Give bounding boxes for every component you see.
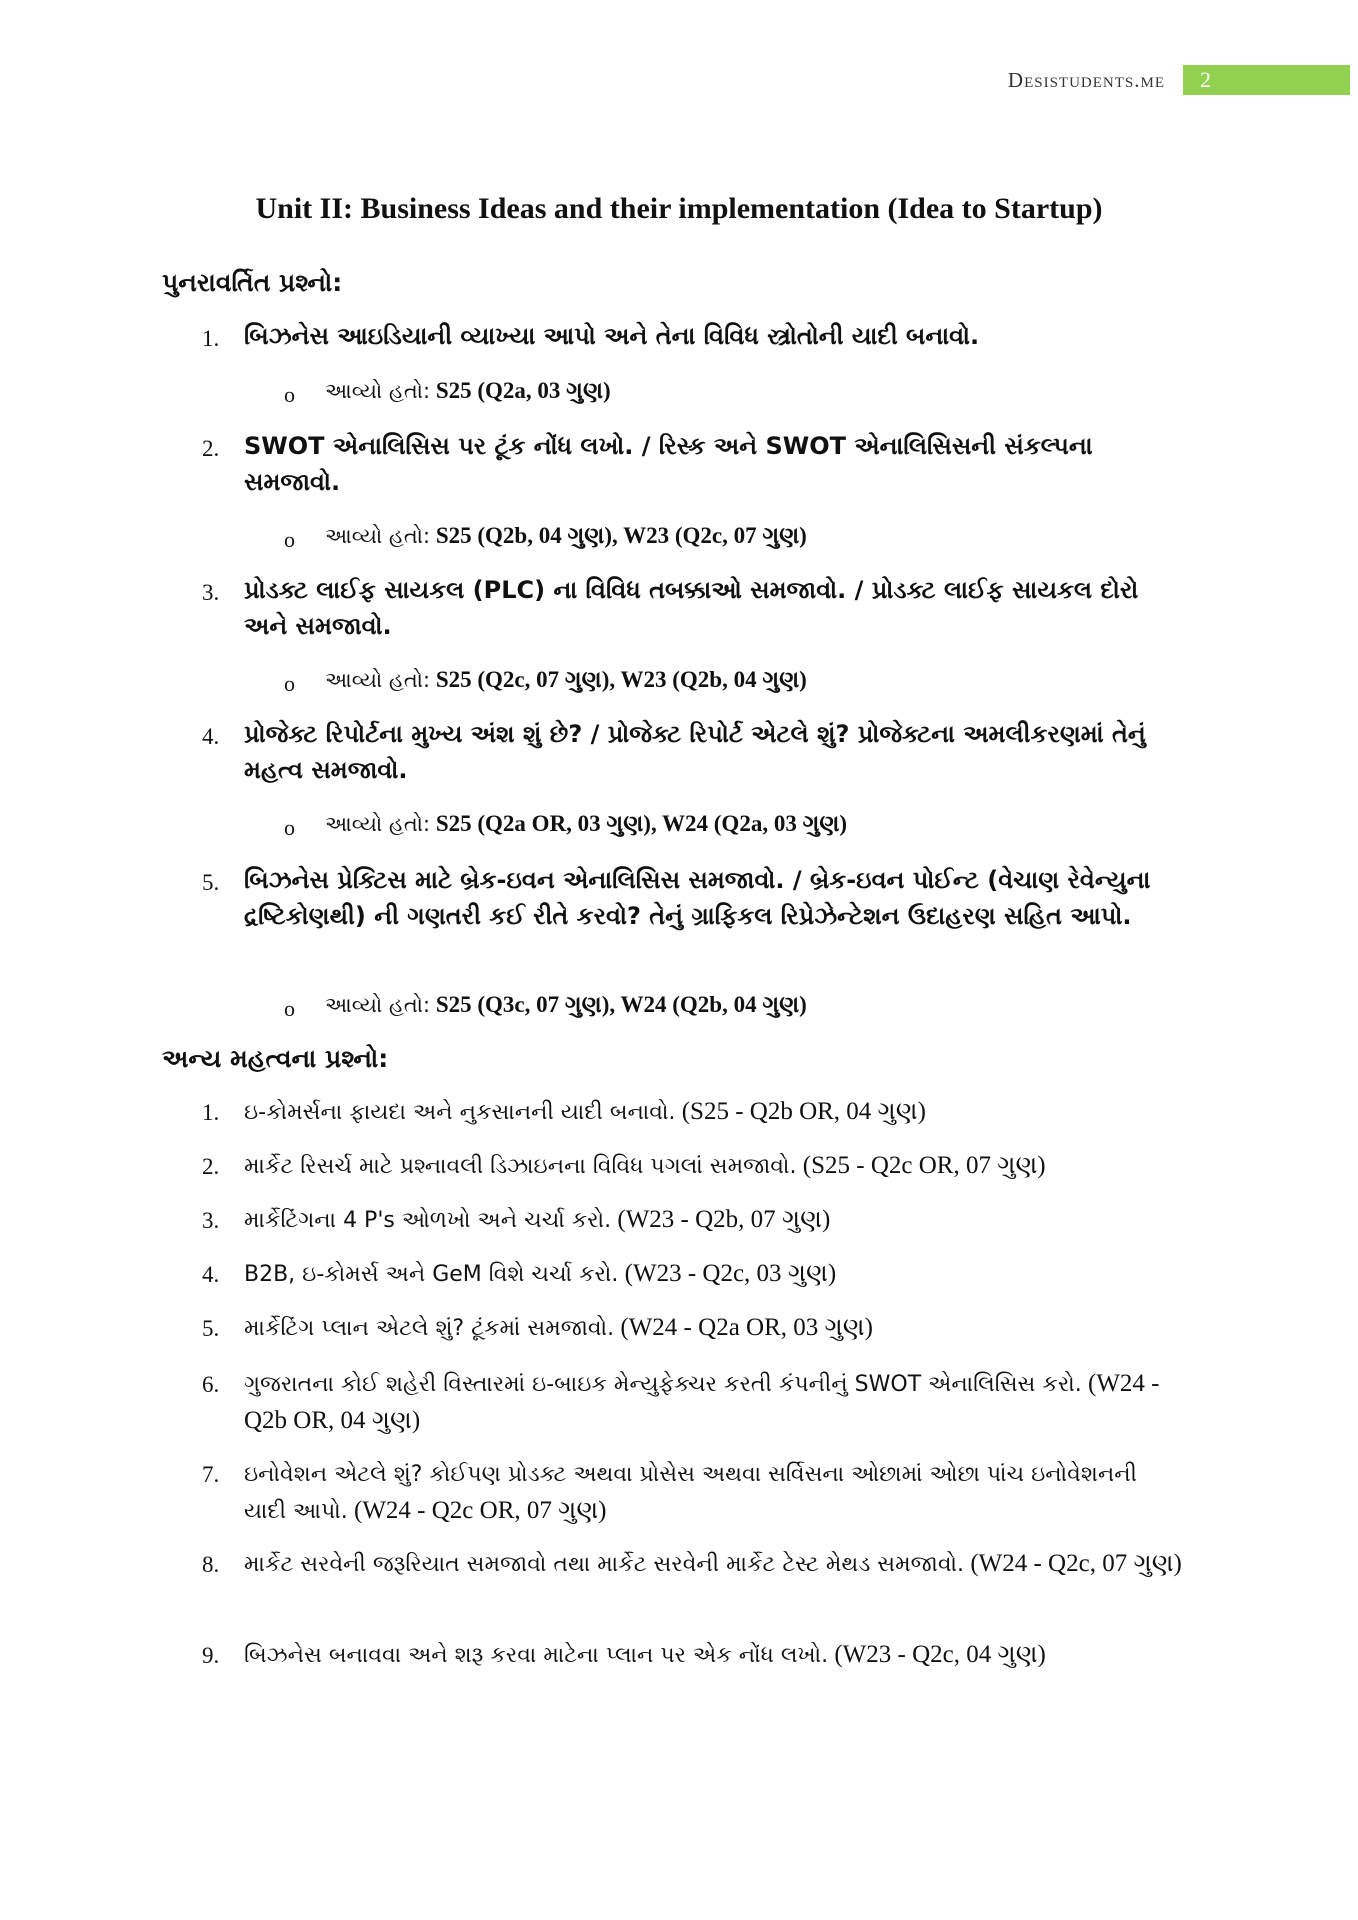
question-body: B2B, ઇ-કોમર્સ અને GeM વિશે ચર્ચા કરો. [244,1262,619,1287]
question-reference: (W24 - Q2c OR, 07 ગુણ) [354,1497,607,1524]
question-text [244,1637,1184,1674]
question-number: 1. [202,1100,220,1125]
bullet-icon: o [284,671,295,696]
question-text: પ્રોજેક્ટ રિપોર્ટના મુખ્ય અંશ શું છે? / પ્રોજેક્ટ રિપોર્ટ એટલે શું? પ્રોજેક્ટના અમલીકરણમાં તેનું મહત્વ સમજાવો. [244,720,1146,784]
asked-line [325,992,807,1018]
question-text [244,1256,1184,1293]
question-text: SWOT એનાલિસિસ પર ટૂંક નોંધ લખો. / રિસ્ક અને SWOT એનાલિસિસની સંકલ્પના સમજાવો. [244,432,1093,496]
other-questions-heading: અન્ય મહત્વના પ્રશ્નો: [162,1044,389,1073]
question-reference: (W24 - Q2c, 07 ગુણ) [970,1550,1182,1577]
question-number: 3. [202,1208,220,1233]
question-body: માર્કેટિંગના 4 P's ઓળખો અને ચર્ચા કરો. [244,1208,612,1233]
asked-line [325,378,611,404]
question-text [244,1310,1184,1347]
page-number: 2 [1183,65,1350,95]
question-text: પ્રોડક્ટ લાઈફ સાયકલ (PLC) ના વિવિધ તબક્કાઓ સમજાવો. / પ્રોડક્ટ લાઈફ સાયકલ દોરો અને સમજાવો. [244,576,1139,640]
page-title: Unit II: Business Ideas and their implementation (Idea to Startup) [255,192,1103,225]
question-number: 3. [202,580,220,605]
question-text [244,1094,1184,1131]
question-number: 9. [202,1643,220,1668]
question-number: 4. [202,724,220,749]
bullet-icon: o [284,815,295,840]
question-number: 8. [202,1552,220,1577]
question-number: 4. [202,1262,220,1287]
question-number: 7. [202,1462,220,1487]
question-reference: (W23 - Q2c, 03 ગુણ) [624,1260,837,1287]
question-text [244,1456,1184,1530]
bullet-icon: o [284,527,295,552]
question-text: બિઝનેસ પ્રેક્ટિસ માટે બ્રેક-ઇવન એનાલિસિસ સમજાવો. / બ્રેક-ઇવન પોઈન્ટ (વેચાણ રેવેન્યુના દ્રષ્ટિકોણથી) ની ગણતરી કઈ રીતે કરવો? તેનું ગ્રાફિકલ રિપ્રેઝેન્ટેશન ઉદાહરણ સહિત આપો. [244,866,1151,930]
question-text [244,1202,1184,1239]
question-text [244,1366,1184,1439]
question-reference: (W24 - Q2b OR, 04 ગુણ) [244,1370,1160,1434]
question-body: માર્કેટ રિસર્ચ માટે પ્રશ્નાવલી ડિઝાઇનના વિવિધ પગલાં સમજાવો. [244,1154,797,1179]
site-name: Desistudents.me [1007,67,1165,92]
asked-label: આવ્યો હતો: [325,379,431,403]
question-number: 2. [202,436,220,461]
asked-value: S25 (Q3c, 07 ગુણ), W24 (Q2b, 04 ગુણ) [435,992,807,1017]
question-number: 1. [202,326,220,351]
question-reference: (W23 - Q2b, 07 ગુણ) [617,1206,831,1233]
asked-label: આવ્યો હતો: [325,668,431,692]
question-text: બિઝનેસ આઇડિયાની વ્યાખ્યા આપો અને તેના વિવિધ સ્ત્રોતોની યાદી બનાવો. [244,322,980,350]
asked-value: S25 (Q2a, 03 ગુણ) [435,378,611,403]
question-reference: (S25 - Q2c OR, 07 ગુણ) [802,1152,1046,1179]
question-body: ઇ-કોમર્સના ફાયદા અને નુકસાનની યાદી બનાવો. [244,1100,676,1125]
asked-line [325,811,847,837]
question-number: 2. [202,1154,220,1179]
asked-value: S25 (Q2b, 04 ગુણ), W23 (Q2c, 07 ગુણ) [435,523,807,548]
bullet-icon: o [284,996,295,1021]
question-number: 6. [202,1372,220,1397]
question-body: ઇનોવેશન એટલે શું? કોઈપણ પ્રોડક્ટ અથવા પ્રોસેસ અથવા સર્વિસના ઓછામાં ઓછા પાંચ ઇનોવેશનની યાદી આપો. [244,1462,1137,1524]
question-number: 5. [202,1316,220,1341]
question-text [244,1546,1184,1583]
question-reference: (W24 - Q2a OR, 03 ગુણ) [620,1314,873,1341]
asked-line [325,667,807,693]
question-text [244,1148,1184,1185]
page-header [1008,66,1350,94]
asked-value: S25 (Q2a OR, 03 ગુણ), W24 (Q2a, 03 ગુણ) [435,811,848,836]
question-body: ગુજરાતના કોઈ શહેરી વિસ્તારમાં ઇ-બાઇક મેન્યુફેક્ચર કરતી કંપનીનું SWOT એનાલિસિસ કરો. [244,1372,1082,1397]
question-body: માર્કેટ સરવેની જરૂરિયાત સમજાવો તથા માર્કેટ સરવેની માર્કેટ ટેસ્ટ મેથડ સમજાવો. [244,1552,965,1577]
asked-label: આવ્યો હતો: [325,993,431,1017]
question-body: બિઝનેસ બનાવવા અને શરૂ કરવા માટેના પ્લાન પર એક નોંધ લખો. [244,1643,829,1668]
asked-label: આવ્યો હતો: [325,812,431,836]
asked-value: S25 (Q2c, 07 ગુણ), W23 (Q2b, 04 ગુણ) [435,667,807,692]
repeated-questions-heading: પુનરાવર્તિત પ્રશ્નો: [162,268,343,297]
question-body: માર્કેટિંગ પ્લાન એટલે શું? ટૂંકમાં સમજાવો. [244,1316,615,1341]
asked-line [325,523,807,549]
question-number: 5. [202,870,220,895]
asked-label: આવ્યો હતો: [325,524,431,548]
question-reference: (W23 - Q2c, 04 ગુણ) [834,1641,1046,1668]
bullet-icon: o [284,382,295,407]
question-reference: (S25 - Q2b OR, 04 ગુણ) [681,1098,926,1125]
